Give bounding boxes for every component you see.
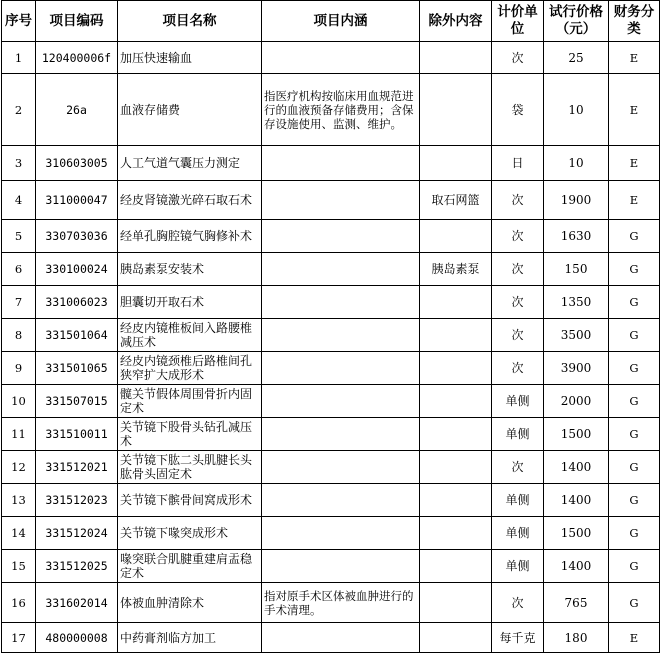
row-code: 480000008: [36, 623, 118, 653]
row-excluded: [420, 385, 492, 418]
row-name: 胆囊切开取石术: [118, 286, 262, 319]
header-seq: 序号: [2, 1, 36, 42]
row-content: [262, 550, 420, 583]
row-content: [262, 42, 420, 74]
row-seq: 14: [2, 517, 36, 550]
row-unit: 单侧: [492, 550, 544, 583]
row-excluded: [420, 623, 492, 653]
row-unit: 单侧: [492, 418, 544, 451]
row-category: G: [609, 385, 660, 418]
table-row: [2, 181, 660, 220]
header-excluded: 除外内容: [420, 1, 492, 42]
row-seq: 7: [2, 286, 36, 319]
row-category: G: [609, 286, 660, 319]
row-seq: 9: [2, 352, 36, 385]
row-category: G: [609, 253, 660, 286]
row-name: 经皮肾镜激光碎石取石术: [118, 181, 262, 220]
row-excluded: [420, 352, 492, 385]
row-name: 关节镜下肱二头肌腱长头肱骨头固定术: [118, 451, 262, 484]
row-content: [262, 253, 420, 286]
table-row: [2, 550, 660, 583]
row-seq: 2: [2, 74, 36, 146]
row-unit: 日: [492, 146, 544, 181]
table-row: [2, 484, 660, 517]
header-content: 项目内涵: [262, 1, 420, 42]
row-code: 26a: [36, 74, 118, 146]
row-category: G: [609, 319, 660, 352]
row-unit: 次: [492, 42, 544, 74]
row-content: 指医疗机构按临床用血规范进行的血液预备存储费用；含保存设施使用、监测、维护。: [262, 74, 420, 146]
row-content: [262, 418, 420, 451]
row-category: E: [609, 181, 660, 220]
header-unit: 计价单位: [492, 1, 544, 42]
row-excluded: [420, 517, 492, 550]
row-seq: 13: [2, 484, 36, 517]
row-excluded: [420, 220, 492, 253]
row-excluded: 取石网篮: [420, 181, 492, 220]
row-unit: 每千克: [492, 623, 544, 653]
row-category: G: [609, 352, 660, 385]
row-category: G: [609, 517, 660, 550]
table-row: [2, 319, 660, 352]
row-code: 331512021: [36, 451, 118, 484]
row-name: 体被血肿清除术: [118, 583, 262, 623]
table-row: [2, 286, 660, 319]
row-code: 331507015: [36, 385, 118, 418]
row-price: 1400: [544, 451, 609, 484]
row-excluded: [420, 451, 492, 484]
row-excluded: [420, 42, 492, 74]
row-content: [262, 484, 420, 517]
row-unit: 次: [492, 253, 544, 286]
row-content: [262, 319, 420, 352]
table-row: [2, 42, 660, 74]
row-seq: 17: [2, 623, 36, 653]
table-row: [2, 418, 660, 451]
row-price: 3900: [544, 352, 609, 385]
row-price: 180: [544, 623, 609, 653]
row-seq: 8: [2, 319, 36, 352]
row-excluded: [420, 74, 492, 146]
row-seq: 1: [2, 42, 36, 74]
row-content: 指对原手术区体被血肿进行的手术清理。: [262, 583, 420, 623]
row-code: 331501064: [36, 319, 118, 352]
row-content: [262, 181, 420, 220]
row-price: 1630: [544, 220, 609, 253]
header-category: 财务分类: [609, 1, 660, 42]
row-seq: 16: [2, 583, 36, 623]
row-name: 关节镜下股骨头钻孔减压术: [118, 418, 262, 451]
table-row: [2, 583, 660, 623]
row-content: [262, 385, 420, 418]
row-price: 1350: [544, 286, 609, 319]
row-excluded: [420, 583, 492, 623]
header-price: 试行价格（元）: [544, 1, 609, 42]
row-category: G: [609, 484, 660, 517]
row-unit: 次: [492, 451, 544, 484]
row-excluded: [420, 146, 492, 181]
row-unit: 次: [492, 319, 544, 352]
row-excluded: [420, 319, 492, 352]
row-seq: 12: [2, 451, 36, 484]
table-row: [2, 451, 660, 484]
row-code: 310603005: [36, 146, 118, 181]
row-price: 1400: [544, 484, 609, 517]
row-name: 关节镜下髌骨间窝成形术: [118, 484, 262, 517]
row-seq: 4: [2, 181, 36, 220]
row-name: 髋关节假体周围骨折内固定术: [118, 385, 262, 418]
row-unit: 次: [492, 181, 544, 220]
row-unit: 单侧: [492, 484, 544, 517]
row-category: G: [609, 220, 660, 253]
row-name: 经皮内镜椎板间入路腰椎减压术: [118, 319, 262, 352]
row-code: 330100024: [36, 253, 118, 286]
row-category: G: [609, 583, 660, 623]
table-row: [2, 220, 660, 253]
row-unit: 袋: [492, 74, 544, 146]
row-unit: 次: [492, 220, 544, 253]
row-category: G: [609, 550, 660, 583]
row-content: [262, 146, 420, 181]
row-name: 血液存储费: [118, 74, 262, 146]
row-unit: 次: [492, 583, 544, 623]
row-seq: 6: [2, 253, 36, 286]
row-price: 3500: [544, 319, 609, 352]
row-content: [262, 220, 420, 253]
row-price: 1500: [544, 418, 609, 451]
row-seq: 11: [2, 418, 36, 451]
row-category: G: [609, 418, 660, 451]
row-unit: 单侧: [492, 517, 544, 550]
row-content: [262, 352, 420, 385]
row-name: 人工气道气囊压力测定: [118, 146, 262, 181]
row-name: 加压快速输血: [118, 42, 262, 74]
row-code: 331512025: [36, 550, 118, 583]
row-name: 经单孔胸腔镜气胸修补术: [118, 220, 262, 253]
row-price: 765: [544, 583, 609, 623]
row-code: 331006023: [36, 286, 118, 319]
row-code: 331501065: [36, 352, 118, 385]
header-code: 项目编码: [36, 1, 118, 42]
row-price: 1400: [544, 550, 609, 583]
table-row: [2, 352, 660, 385]
row-category: E: [609, 74, 660, 146]
row-code: 120400006f: [36, 42, 118, 74]
table-row: [2, 253, 660, 286]
table-row: [2, 385, 660, 418]
row-content: [262, 286, 420, 319]
row-excluded: [420, 418, 492, 451]
row-name: 胰岛素泵安装术: [118, 253, 262, 286]
row-code: 331602014: [36, 583, 118, 623]
row-name: 经皮内镜颈椎后路椎间孔狭窄扩大成形术: [118, 352, 262, 385]
row-excluded: [420, 550, 492, 583]
row-category: E: [609, 42, 660, 74]
table-row: [2, 74, 660, 146]
row-name: 喙突联合肌腱重建肩盂稳定术: [118, 550, 262, 583]
row-category: G: [609, 451, 660, 484]
row-content: [262, 623, 420, 653]
row-seq: 3: [2, 146, 36, 181]
row-price: 150: [544, 253, 609, 286]
row-unit: 单侧: [492, 385, 544, 418]
table-row: [2, 517, 660, 550]
row-price: 10: [544, 74, 609, 146]
row-code: 331510011: [36, 418, 118, 451]
row-content: [262, 517, 420, 550]
row-seq: 5: [2, 220, 36, 253]
row-price: 10: [544, 146, 609, 181]
row-unit: 次: [492, 286, 544, 319]
row-name: 关节镜下喙突成形术: [118, 517, 262, 550]
row-name: 中药膏剂临方加工: [118, 623, 262, 653]
row-code: 330703036: [36, 220, 118, 253]
row-unit: 次: [492, 352, 544, 385]
row-code: 331512023: [36, 484, 118, 517]
row-code: 331512024: [36, 517, 118, 550]
pricing-table: [1, 0, 660, 653]
row-excluded: [420, 286, 492, 319]
row-code: 311000047: [36, 181, 118, 220]
table-row: [2, 146, 660, 181]
header-row: [2, 1, 660, 42]
row-price: 25: [544, 42, 609, 74]
row-content: [262, 451, 420, 484]
header-name: 项目名称: [118, 1, 262, 42]
row-price: 2000: [544, 385, 609, 418]
row-category: E: [609, 146, 660, 181]
row-category: E: [609, 623, 660, 653]
row-price: 1500: [544, 517, 609, 550]
row-seq: 15: [2, 550, 36, 583]
row-excluded: 胰岛素泵: [420, 253, 492, 286]
row-seq: 10: [2, 385, 36, 418]
row-excluded: [420, 484, 492, 517]
table-row: [2, 623, 660, 653]
row-price: 1900: [544, 181, 609, 220]
